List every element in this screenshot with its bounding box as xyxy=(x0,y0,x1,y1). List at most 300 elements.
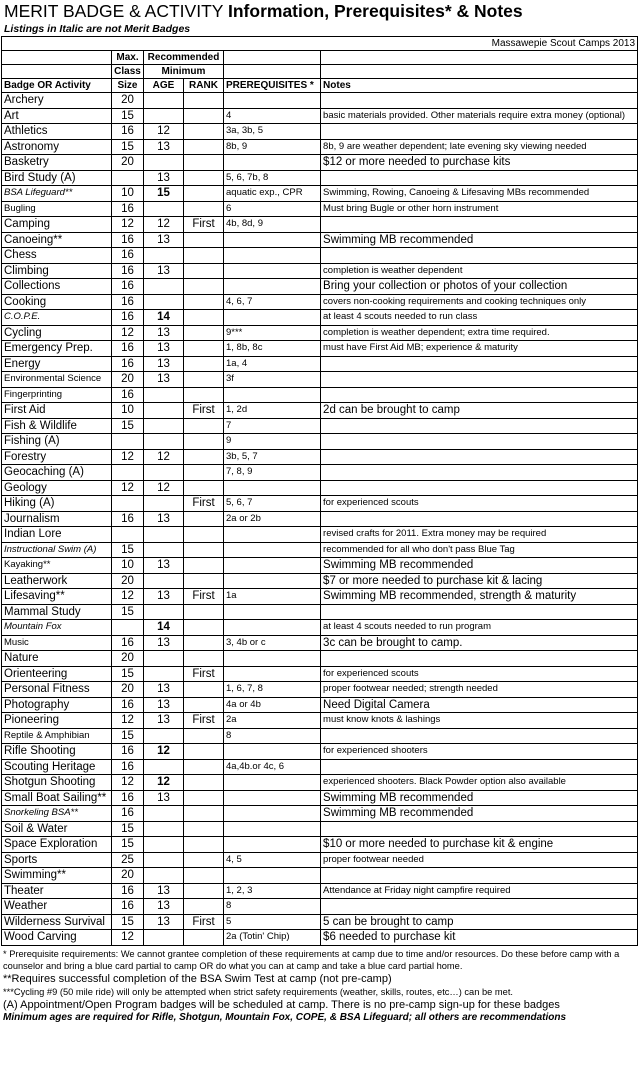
notes-cell: for experienced scouts xyxy=(321,666,638,682)
notes-cell: for experienced scouts xyxy=(321,496,638,512)
notes-cell xyxy=(321,248,638,264)
notes-cell xyxy=(321,480,638,496)
age-cell: 13 xyxy=(144,558,184,574)
notes-cell: covers non-cooking requirements and cooking techniques only xyxy=(321,294,638,310)
size-cell: 15 xyxy=(112,821,144,837)
age-cell: 12 xyxy=(144,449,184,465)
camp-label: Massawepie Scout Camps 2013 xyxy=(321,37,638,51)
badge-cell: Astronomy xyxy=(2,139,112,155)
age-cell: 13 xyxy=(144,589,184,605)
notes-cell xyxy=(321,356,638,372)
badge-cell: C.O.P.E. xyxy=(2,310,112,326)
badge-cell: Collections xyxy=(2,279,112,295)
rank-cell xyxy=(184,480,224,496)
notes-cell: $12 or more needed to purchase kits xyxy=(321,155,638,171)
notes-cell: must know knots & lashings xyxy=(321,713,638,729)
notes-cell: $6 needed to purchase kit xyxy=(321,930,638,946)
rank-cell xyxy=(184,170,224,186)
size-cell: 12 xyxy=(112,930,144,946)
rank-cell: First xyxy=(184,666,224,682)
rank-cell xyxy=(184,744,224,760)
notes-cell xyxy=(321,170,638,186)
prereq-cell xyxy=(224,775,321,791)
size-cell: 12 xyxy=(112,713,144,729)
age-cell xyxy=(144,279,184,295)
prereq-cell: 7 xyxy=(224,418,321,434)
age-cell: 13 xyxy=(144,372,184,388)
table-row xyxy=(2,697,638,713)
badge-cell: Music xyxy=(2,635,112,651)
rank-cell xyxy=(184,248,224,264)
badge-cell: Cycling xyxy=(2,325,112,341)
notes-cell: revised crafts for 2011. Extra money may be required xyxy=(321,527,638,543)
rank-cell xyxy=(184,325,224,341)
notes-cell: 3c can be brought to camp. xyxy=(321,635,638,651)
rank-cell xyxy=(184,604,224,620)
size-cell: 16 xyxy=(112,201,144,217)
prereq-cell: 9*** xyxy=(224,325,321,341)
table-row xyxy=(2,930,638,946)
size-cell: 16 xyxy=(112,883,144,899)
header-row-4 xyxy=(2,79,638,93)
age-cell: 13 xyxy=(144,914,184,930)
badge-cell: Nature xyxy=(2,651,112,667)
age-cell: 13 xyxy=(144,883,184,899)
size-cell: 10 xyxy=(112,403,144,419)
notes-cell: at least 4 scouts needed to run program xyxy=(321,620,638,636)
footnote-minimum-ages: Minimum ages are required for Rifle, Shotgun, Mountain Fox, COPE, & BSA Lifeguard; all others are recommendations xyxy=(3,1011,567,1023)
age-cell: 13 xyxy=(144,139,184,155)
rank-cell xyxy=(184,728,224,744)
table-row xyxy=(2,806,638,822)
notes-cell xyxy=(321,604,638,620)
table-row xyxy=(2,868,638,884)
size-cell: 16 xyxy=(112,744,144,760)
age-cell: 13 xyxy=(144,790,184,806)
age-cell: 15 xyxy=(144,186,184,202)
size-cell: 16 xyxy=(112,790,144,806)
rank-cell xyxy=(184,558,224,574)
header-age: AGE xyxy=(144,79,184,93)
size-cell: 15 xyxy=(112,418,144,434)
table-row xyxy=(2,325,638,341)
size-cell: 12 xyxy=(112,480,144,496)
table-row xyxy=(2,837,638,853)
notes-cell xyxy=(321,465,638,481)
footnote-cycling: ***Cycling #9 (50 mile ride) will only be attempted when strict safety requirements (weather, skills, routes, etc…) can be met. xyxy=(3,986,513,997)
rank-cell xyxy=(184,527,224,543)
table-row xyxy=(2,511,638,527)
badge-cell: Climbing xyxy=(2,263,112,279)
rank-cell xyxy=(184,341,224,357)
age-cell: 13 xyxy=(144,263,184,279)
badge-cell: Sports xyxy=(2,852,112,868)
size-cell xyxy=(112,465,144,481)
prereq-cell: 8b, 9 xyxy=(224,139,321,155)
prereq-cell xyxy=(224,93,321,109)
footnote-prereq: * Prerequisite requirements: We cannot grantee completion of these requirements at camp due to time and/or resources. Do these before camp with a counselor and bring a blue card partial to camp OR do what you can at camp and take a blue card partial home. xyxy=(3,948,620,971)
notes-cell: completion is weather dependent xyxy=(321,263,638,279)
page-title xyxy=(1,0,637,22)
age-cell xyxy=(144,403,184,419)
age-cell xyxy=(144,604,184,620)
table-row xyxy=(2,418,638,434)
table-row xyxy=(2,527,638,543)
notes-cell: Swimming MB recommended xyxy=(321,232,638,248)
notes-cell xyxy=(321,759,638,775)
notes-cell xyxy=(321,124,638,140)
age-cell xyxy=(144,155,184,171)
rank-cell xyxy=(184,155,224,171)
rank-cell xyxy=(184,883,224,899)
rank-cell xyxy=(184,899,224,915)
badge-cell: Archery xyxy=(2,93,112,109)
rank-cell xyxy=(184,790,224,806)
prereq-cell: 2a or 2b xyxy=(224,511,321,527)
rank-cell xyxy=(184,682,224,698)
age-cell: 13 xyxy=(144,232,184,248)
table-row xyxy=(2,542,638,558)
size-cell: 15 xyxy=(112,108,144,124)
rank-cell xyxy=(184,434,224,450)
rank-cell xyxy=(184,279,224,295)
size-cell: 25 xyxy=(112,852,144,868)
prereq-cell xyxy=(224,155,321,171)
badge-cell: Canoeing** xyxy=(2,232,112,248)
badge-cell: Small Boat Sailing** xyxy=(2,790,112,806)
table-row xyxy=(2,496,638,512)
age-cell xyxy=(144,201,184,217)
header-minimum: Minimum xyxy=(144,65,224,79)
header-recommended: Recommended xyxy=(144,51,224,65)
table-row xyxy=(2,852,638,868)
prereq-cell: 3, 4b or c xyxy=(224,635,321,651)
age-cell xyxy=(144,930,184,946)
size-cell: 16 xyxy=(112,279,144,295)
size-cell: 16 xyxy=(112,387,144,403)
badge-cell: Pioneering xyxy=(2,713,112,729)
size-cell: 20 xyxy=(112,155,144,171)
size-cell: 10 xyxy=(112,186,144,202)
prereq-cell: 3f xyxy=(224,372,321,388)
badge-cell: Athletics xyxy=(2,124,112,140)
rank-cell xyxy=(184,294,224,310)
rank-cell xyxy=(184,124,224,140)
table-row xyxy=(2,635,638,651)
rank-cell xyxy=(184,635,224,651)
badge-cell: Environmental Science xyxy=(2,372,112,388)
table-row xyxy=(2,713,638,729)
prereq-cell xyxy=(224,527,321,543)
age-cell: 13 xyxy=(144,356,184,372)
size-cell xyxy=(112,170,144,186)
notes-cell xyxy=(321,868,638,884)
table-row xyxy=(2,124,638,140)
table-row xyxy=(2,899,638,915)
notes-cell: completion is weather dependent; extra time required. xyxy=(321,325,638,341)
size-cell: 16 xyxy=(112,124,144,140)
prereq-cell: 4, 5 xyxy=(224,852,321,868)
notes-cell: for experienced shooters xyxy=(321,744,638,760)
rank-cell xyxy=(184,387,224,403)
rank-cell xyxy=(184,651,224,667)
prereq-cell: 7, 8, 9 xyxy=(224,465,321,481)
prereq-cell: 2a xyxy=(224,713,321,729)
notes-cell xyxy=(321,899,638,915)
table-row xyxy=(2,310,638,326)
badge-cell: Art xyxy=(2,108,112,124)
age-cell: 13 xyxy=(144,170,184,186)
header-prereq: PREREQUISITES * xyxy=(224,79,321,93)
age-cell: 13 xyxy=(144,899,184,915)
table-row xyxy=(2,604,638,620)
prereq-cell xyxy=(224,387,321,403)
badge-cell: Bugling xyxy=(2,201,112,217)
page-subtitle: Listings in Italic are not Merit Badges xyxy=(4,23,191,35)
size-cell: 16 xyxy=(112,806,144,822)
rank-cell xyxy=(184,775,224,791)
table-row xyxy=(2,139,638,155)
badge-cell: Geology xyxy=(2,480,112,496)
age-cell: 12 xyxy=(144,124,184,140)
badge-cell: Forestry xyxy=(2,449,112,465)
badge-cell: First Aid xyxy=(2,403,112,419)
rank-cell xyxy=(184,108,224,124)
prereq-cell xyxy=(224,542,321,558)
rank-cell xyxy=(184,759,224,775)
size-cell: 15 xyxy=(112,604,144,620)
size-cell: 16 xyxy=(112,759,144,775)
prereq-cell: 5, 6, 7b, 8 xyxy=(224,170,321,186)
age-cell: 14 xyxy=(144,310,184,326)
size-cell: 15 xyxy=(112,728,144,744)
rank-cell xyxy=(184,418,224,434)
age-cell: 12 xyxy=(144,480,184,496)
age-cell: 13 xyxy=(144,682,184,698)
table-row xyxy=(2,93,638,109)
notes-cell: Bring your collection or photos of your collection xyxy=(321,279,638,295)
badge-cell: Indian Lore xyxy=(2,527,112,543)
table-row xyxy=(2,682,638,698)
footer-notes xyxy=(1,946,637,1024)
prereq-cell xyxy=(224,263,321,279)
size-cell: 15 xyxy=(112,139,144,155)
prereq-cell xyxy=(224,806,321,822)
notes-cell xyxy=(321,372,638,388)
size-cell: 10 xyxy=(112,558,144,574)
badge-cell: Wilderness Survival xyxy=(2,914,112,930)
notes-cell: 2d can be brought to camp xyxy=(321,403,638,419)
notes-cell: Swimming MB recommended xyxy=(321,790,638,806)
age-cell: 13 xyxy=(144,341,184,357)
rank-cell: First xyxy=(184,914,224,930)
table-row xyxy=(2,480,638,496)
badge-cell: Leatherwork xyxy=(2,573,112,589)
badge-cell: Snorkeling BSA** xyxy=(2,806,112,822)
rank-cell xyxy=(184,837,224,853)
age-cell xyxy=(144,868,184,884)
prereq-cell: 1, 8b, 8c xyxy=(224,341,321,357)
rank-cell xyxy=(184,511,224,527)
prereq-cell: 1, 6, 7, 8 xyxy=(224,682,321,698)
prereq-cell: 9 xyxy=(224,434,321,450)
table-row xyxy=(2,341,638,357)
prereq-cell xyxy=(224,620,321,636)
table-row xyxy=(2,666,638,682)
prereq-cell: 1a, 4 xyxy=(224,356,321,372)
prereq-cell xyxy=(224,573,321,589)
header-rank: RANK xyxy=(184,79,224,93)
badge-cell: Theater xyxy=(2,883,112,899)
prereq-cell xyxy=(224,558,321,574)
notes-cell xyxy=(321,387,638,403)
header-row-3 xyxy=(2,65,638,79)
prereq-cell xyxy=(224,868,321,884)
notes-cell: 5 can be brought to camp xyxy=(321,914,638,930)
table-row xyxy=(2,573,638,589)
rank-cell xyxy=(184,372,224,388)
notes-cell: Swimming MB recommended xyxy=(321,806,638,822)
badge-cell: Mountain Fox xyxy=(2,620,112,636)
header-row-1 xyxy=(2,37,638,51)
badge-table xyxy=(1,36,638,946)
size-cell: 20 xyxy=(112,651,144,667)
badge-cell: Fingerprinting xyxy=(2,387,112,403)
badge-cell: Journalism xyxy=(2,511,112,527)
size-cell: 15 xyxy=(112,542,144,558)
age-cell xyxy=(144,651,184,667)
prereq-cell: 4a,4b.or 4c, 6 xyxy=(224,759,321,775)
size-cell: 16 xyxy=(112,635,144,651)
badge-cell: Fishing (A) xyxy=(2,434,112,450)
prereq-cell xyxy=(224,821,321,837)
prereq-cell: 3a, 3b, 5 xyxy=(224,124,321,140)
notes-cell: proper footwear needed xyxy=(321,852,638,868)
size-cell xyxy=(112,620,144,636)
size-cell: 15 xyxy=(112,837,144,853)
size-cell: 12 xyxy=(112,449,144,465)
age-cell xyxy=(144,837,184,853)
table-row xyxy=(2,620,638,636)
table-row xyxy=(2,775,638,791)
size-cell: 16 xyxy=(112,294,144,310)
notes-cell xyxy=(321,728,638,744)
rank-cell xyxy=(184,620,224,636)
size-cell: 20 xyxy=(112,372,144,388)
age-cell xyxy=(144,387,184,403)
notes-cell xyxy=(321,217,638,233)
table-row xyxy=(2,403,638,419)
badge-cell: Chess xyxy=(2,248,112,264)
rank-cell xyxy=(184,806,224,822)
rank-cell xyxy=(184,697,224,713)
size-cell: 20 xyxy=(112,573,144,589)
age-cell xyxy=(144,542,184,558)
notes-cell: Need Digital Camera xyxy=(321,697,638,713)
header-max: Max. xyxy=(112,51,144,65)
size-cell: 16 xyxy=(112,697,144,713)
prereq-cell: 1, 2, 3 xyxy=(224,883,321,899)
prereq-cell xyxy=(224,666,321,682)
badge-cell: Energy xyxy=(2,356,112,372)
notes-cell: proper footwear needed; strength needed xyxy=(321,682,638,698)
age-cell xyxy=(144,108,184,124)
footnote-swim-test: **Requires successful completion of the BSA Swim Test at camp (not pre-camp) xyxy=(3,972,392,985)
badge-cell: Shotgun Shooting xyxy=(2,775,112,791)
size-cell: 16 xyxy=(112,899,144,915)
title-bold: Information, Prerequisites* & Notes xyxy=(228,1,523,21)
title-plain: MERIT BADGE & ACTIVITY xyxy=(4,1,228,21)
table-row xyxy=(2,728,638,744)
header-notes: Notes xyxy=(321,79,638,93)
rank-cell xyxy=(184,310,224,326)
rank-cell: First xyxy=(184,713,224,729)
prereq-cell xyxy=(224,651,321,667)
badge-cell: Hiking (A) xyxy=(2,496,112,512)
notes-cell: $7 or more needed to purchase kit & lacing xyxy=(321,573,638,589)
badge-cell: Photography xyxy=(2,697,112,713)
notes-cell: Swimming, Rowing, Canoeing & Lifesaving MBs recommended xyxy=(321,186,638,202)
prereq-cell: 8 xyxy=(224,728,321,744)
age-cell xyxy=(144,434,184,450)
size-cell xyxy=(112,527,144,543)
prereq-cell: 6 xyxy=(224,201,321,217)
age-cell xyxy=(144,248,184,264)
rank-cell: First xyxy=(184,589,224,605)
header-row-2 xyxy=(2,51,638,65)
header-size: Size xyxy=(112,79,144,93)
rank-cell xyxy=(184,356,224,372)
prereq-cell xyxy=(224,248,321,264)
age-cell xyxy=(144,93,184,109)
badge-cell: Swimming** xyxy=(2,868,112,884)
badge-cell: Soil & Water xyxy=(2,821,112,837)
age-cell: 12 xyxy=(144,775,184,791)
badge-cell: Wood Carving xyxy=(2,930,112,946)
size-cell: 12 xyxy=(112,217,144,233)
table-row xyxy=(2,170,638,186)
size-cell: 20 xyxy=(112,682,144,698)
table-row xyxy=(2,232,638,248)
size-cell xyxy=(112,496,144,512)
prereq-cell xyxy=(224,480,321,496)
prereq-cell xyxy=(224,744,321,760)
prereq-cell: 4, 6, 7 xyxy=(224,294,321,310)
size-cell: 12 xyxy=(112,325,144,341)
notes-cell xyxy=(321,511,638,527)
rank-cell: First xyxy=(184,217,224,233)
badge-cell: Fish & Wildlife xyxy=(2,418,112,434)
prereq-cell xyxy=(224,837,321,853)
prereq-cell: 3b, 5, 7 xyxy=(224,449,321,465)
notes-cell: Attendance at Friday night campfire required xyxy=(321,883,638,899)
badge-cell: Basketry xyxy=(2,155,112,171)
age-cell xyxy=(144,728,184,744)
notes-cell: Swimming MB recommended, strength & maturity xyxy=(321,589,638,605)
size-cell: 12 xyxy=(112,589,144,605)
age-cell xyxy=(144,465,184,481)
badge-cell: Weather xyxy=(2,899,112,915)
notes-cell: recommended for all who don't pass Blue Tag xyxy=(321,542,638,558)
age-cell: 14 xyxy=(144,620,184,636)
size-cell: 20 xyxy=(112,93,144,109)
badge-cell: Bird Study (A) xyxy=(2,170,112,186)
rank-cell xyxy=(184,465,224,481)
header-badge: Badge OR Activity xyxy=(2,79,112,93)
table-row xyxy=(2,372,638,388)
table-row xyxy=(2,279,638,295)
table-row xyxy=(2,558,638,574)
